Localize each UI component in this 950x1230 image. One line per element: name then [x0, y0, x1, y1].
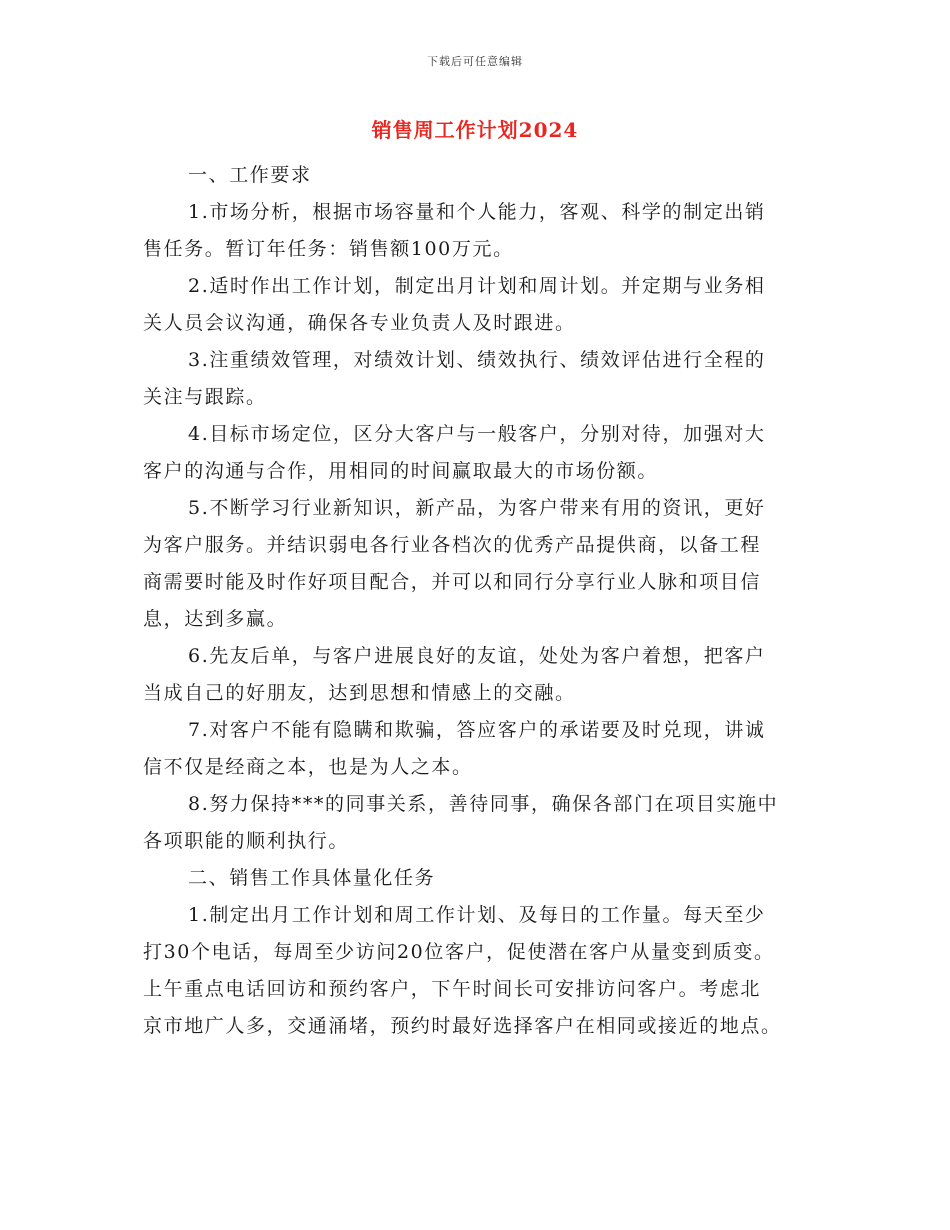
paragraph-line: 商需要时能及时作好项目配合，并可以和同行分享行业人脉和项目信 — [143, 571, 762, 593]
paragraph-line: 5.不断学习行业新知识，新产品，为客户带来有用的资讯，更好 — [188, 497, 766, 519]
paragraph-line: 一、工作要求 — [188, 164, 312, 186]
paragraph — [143, 416, 809, 490]
paragraph-line: 打30个电话，每周至少访问20位客户，促使潜在客户从量变到质变。 — [143, 941, 775, 963]
document-body — [143, 157, 809, 1045]
paragraph-line: 8.努力保持***的同事关系，善待同事，确保各部门在项目实施中 — [188, 793, 779, 815]
paragraph — [143, 194, 809, 268]
paragraph-line: 1.市场分析，根据市场容量和个人能力，客观、科学的制定出销 — [188, 201, 766, 223]
header-note: 下载后可任意编辑 — [427, 55, 523, 68]
paragraph — [143, 860, 809, 897]
paragraph-line: 1.制定出月工作计划和周工作计划、及每日的工作量。每天至少 — [188, 904, 766, 926]
paragraph — [143, 157, 809, 194]
paragraph-line: 2.适时作出工作计划，制定出月计划和周计划。并定期与业务相 — [188, 275, 766, 297]
document-title: 销售周工作计划2024 — [371, 118, 579, 142]
paragraph-line: 关人员会议沟通，确保各专业负责人及时跟进。 — [143, 312, 576, 334]
paragraph-line: 7.对客户不能有隐瞒和欺骗，答应客户的承诺要及时兑现，讲诚 — [188, 719, 766, 741]
paragraph-line: 息，达到多赢。 — [143, 608, 288, 630]
paragraph-line: 客户的沟通与合作，用相同的时间赢取最大的市场份额。 — [143, 460, 659, 482]
paragraph-line: 3.注重绩效管理，对绩效计划、绩效执行、绩效评估进行全程的 — [188, 349, 766, 371]
paragraph-line: 京市地广人多，交通涌堵，预约时最好选择客户在相同或接近的地点。 — [143, 1015, 782, 1037]
paragraph-line: 为客户服务。并结识弱电各行业各档次的优秀产品提供商，以备工程 — [143, 534, 762, 556]
paragraph-line: 二、销售工作具体量化任务 — [188, 867, 436, 889]
paragraph-line: 6.先友后单，与客户进展良好的友谊，处处为客户着想，把客户 — [188, 645, 766, 667]
paragraph — [143, 490, 809, 638]
paragraph-line: 信不仅是经商之本，也是为人之本。 — [143, 756, 473, 778]
paragraph — [143, 342, 809, 416]
paragraph-line: 当成自己的好朋友，达到思想和情感上的交融。 — [143, 682, 576, 704]
paragraph-line: 售任务。暂订年任务：销售额100万元。 — [143, 238, 514, 260]
paragraph — [143, 712, 809, 786]
paragraph — [143, 268, 809, 342]
paragraph — [143, 786, 809, 860]
paragraph-line: 上午重点电话回访和预约客户，下午时间长可安排访问客户。考虑北 — [143, 978, 762, 1000]
paragraph — [143, 638, 809, 712]
paragraph-line: 关注与跟踪。 — [143, 386, 267, 408]
paragraph — [143, 897, 809, 1045]
paragraph-line: 4.目标市场定位，区分大客户与一般客户，分别对待，加强对大 — [188, 423, 766, 445]
paragraph-line: 各项职能的顺利执行。 — [143, 830, 350, 852]
